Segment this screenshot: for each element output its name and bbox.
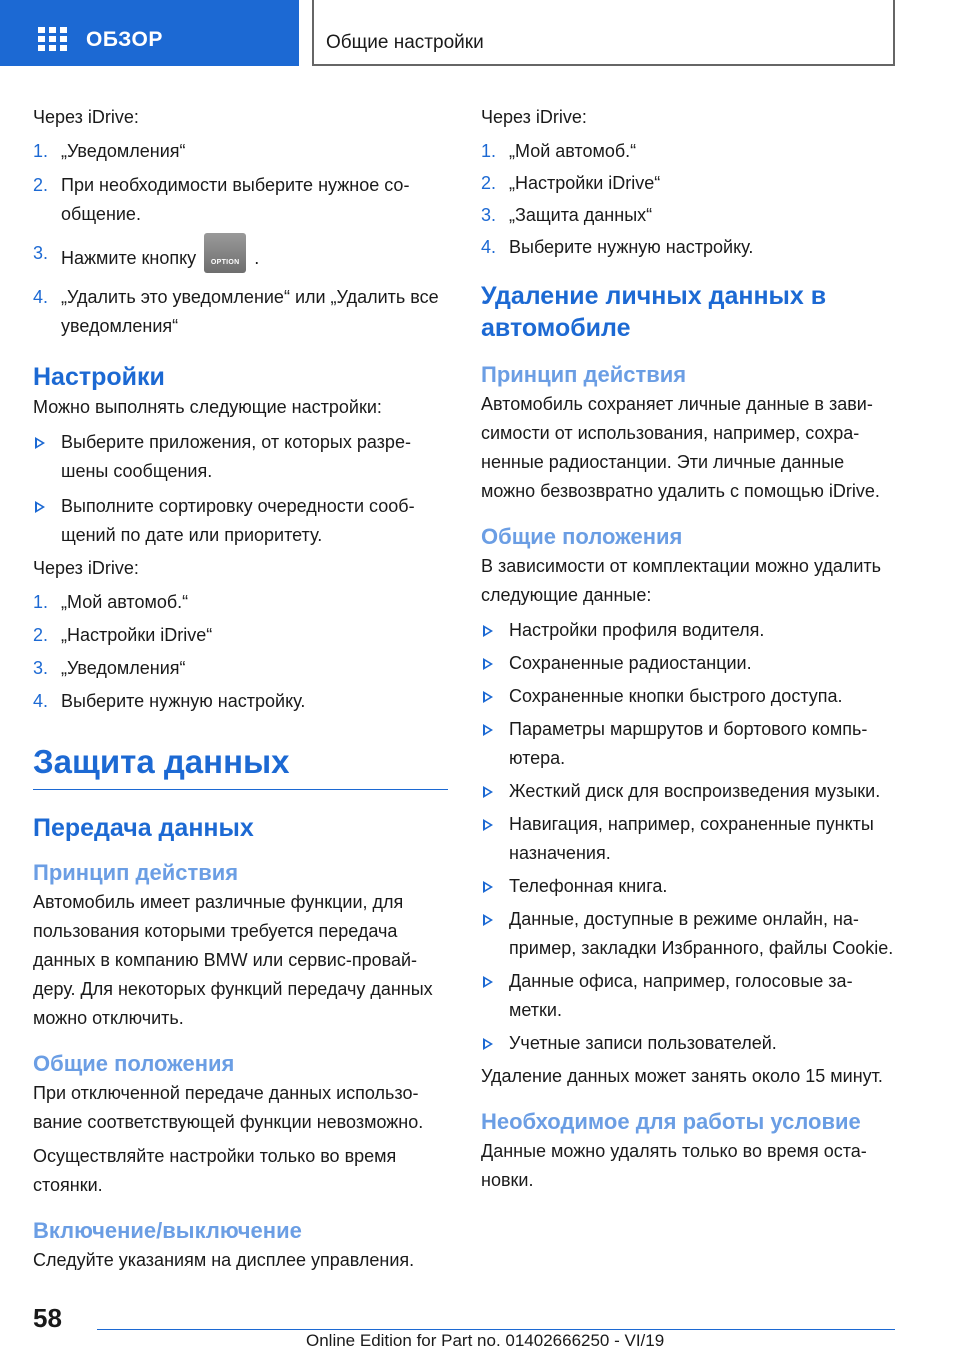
list-item: Навигация, например, сохраненные пункты назначения. xyxy=(481,810,896,868)
bullet-triangle-icon xyxy=(483,976,493,988)
duration-text: Удаление данных может занять около 15 минут. xyxy=(481,1066,883,1086)
list-item: 1. „Мой автомоб.“ xyxy=(33,592,189,612)
list-item: Телефонная книга. xyxy=(481,872,896,901)
requirement-text: Данные можно удалять только во время остановки. xyxy=(481,1141,867,1190)
bullet-triangle-icon xyxy=(483,819,493,831)
general-heading: Общие положения xyxy=(481,524,683,549)
via-idrive-label: Через iDrive: xyxy=(481,107,587,127)
list-item: Выполните сортировку очередности сообщений по дате или приоритету. xyxy=(33,492,448,550)
settings-intro: Можно выполнять следующие настройки: xyxy=(33,397,382,417)
list-item: 2. При необходимости выберите нужное сообщение. xyxy=(33,175,410,224)
list-item: Сохраненные кнопки быстрого доступа. xyxy=(481,682,896,711)
bullet-triangle-icon xyxy=(483,914,493,926)
list-item: 1. „Уведомления“ xyxy=(33,141,186,161)
heading-rule xyxy=(33,789,448,790)
list-item: Параметры маршрутов и бортового компьютера. xyxy=(481,715,896,773)
general-heading: Общие положения xyxy=(33,1051,235,1076)
list-item: Сохраненные радиостанции. xyxy=(481,649,896,678)
data-protection-heading: Защита данных xyxy=(33,743,290,780)
deletion-heading: Удаление личных данных в автомобиле xyxy=(481,282,827,342)
via-idrive-label: Через iDrive: xyxy=(33,107,139,127)
bullet-triangle-icon xyxy=(483,691,493,703)
list-item: 4. Выберите нужную настройку. xyxy=(481,237,754,257)
principle-text: Автомобиль сохраняет личные данные в зависимости от использования, например, сохраненные радиостанции. Эти личные данные можно безвозвратно удалить с помощью iDrive. xyxy=(481,394,880,501)
bullet-triangle-icon xyxy=(35,437,45,449)
grid-menu-icon xyxy=(38,27,68,51)
list-item: 2. „Настройки iDrive“ xyxy=(481,173,661,193)
option-button-icon: OPTION xyxy=(204,233,246,273)
section-title: Общие настройки xyxy=(326,32,484,53)
footer-rule xyxy=(97,1329,895,1330)
bullet-triangle-icon xyxy=(483,658,493,670)
overview-tab-label: ОБЗОР xyxy=(86,28,163,51)
list-item: 4. Выберите нужную настройку. xyxy=(33,691,306,711)
list-item: 2. „Настройки iDrive“ xyxy=(33,625,213,645)
general-text: Осуществляйте настройки только во время стоянки. xyxy=(33,1146,397,1195)
settings-steps xyxy=(33,588,448,716)
list-item: 3. Нажмите кнопку OPTION . xyxy=(33,239,448,279)
via-idrive-label: Через iDrive: xyxy=(33,558,139,578)
left-column xyxy=(33,100,448,1275)
list-item: Данные, доступные в режиме онлайн, например, закладки Избранного, файлы Cookie. xyxy=(481,905,896,963)
general-text: При отключенной передаче данных использование соответствующей функции невозможно. xyxy=(33,1083,424,1132)
list-item: Выберите приложения, от которых разрешены сообщения. xyxy=(33,428,448,486)
data-protection-steps xyxy=(481,137,896,262)
general-text: В зависимости от комплектации можно удалить следующие данные: xyxy=(481,556,882,605)
right-column xyxy=(481,100,896,1195)
overview-tab[interactable] xyxy=(0,0,299,66)
bullet-triangle-icon xyxy=(483,786,493,798)
onoff-heading: Включение/выключение xyxy=(33,1218,302,1243)
list-item: Данные офиса, например, голосовые заметки. xyxy=(481,967,896,1025)
settings-list xyxy=(33,428,448,550)
list-item: Настройки профиля водителя. xyxy=(481,616,896,645)
edition-text: Online Edition for Part no. 01402666250 - VI/19 xyxy=(306,1331,665,1350)
principle-heading: Принцип действия xyxy=(481,362,687,387)
page-number: 58 xyxy=(33,1303,62,1333)
list-item: 4. „Удалить это уведомление“ или „Удалить все уведомления“ xyxy=(33,287,439,336)
bullet-triangle-icon xyxy=(483,724,493,736)
deletable-data-list xyxy=(481,616,896,1058)
list-item: Жесткий диск для воспроизведения музыки. xyxy=(481,777,896,806)
onoff-text: Следуйте указаниям на дисплее управления. xyxy=(33,1250,415,1270)
settings-heading: Настройки xyxy=(33,363,165,391)
principle-heading: Принцип действия xyxy=(33,860,239,885)
list-item: 3. „Защита данных“ xyxy=(481,205,653,225)
bullet-triangle-icon xyxy=(483,1038,493,1050)
page-header xyxy=(0,0,960,66)
requirement-heading: Необходимое для работы условие xyxy=(481,1109,861,1134)
bullet-triangle-icon xyxy=(35,501,45,513)
page-footer xyxy=(0,1295,960,1362)
list-item: 3. „Уведомления“ xyxy=(33,658,186,678)
data-transfer-heading: Передача данных xyxy=(33,814,254,842)
list-item: 1. „Мой автомоб.“ xyxy=(481,141,637,161)
bullet-triangle-icon xyxy=(483,881,493,893)
principle-text: Автомобиль имеет различные функции, для пользования которыми требуется передача данных в компанию BMW или сервис-провайдеру. Для некоторых функций передачу данных можно отключить. xyxy=(33,892,433,1028)
notification-steps xyxy=(33,137,448,341)
bullet-triangle-icon xyxy=(483,625,493,637)
list-item: Учетные записи пользователей. xyxy=(481,1029,896,1058)
